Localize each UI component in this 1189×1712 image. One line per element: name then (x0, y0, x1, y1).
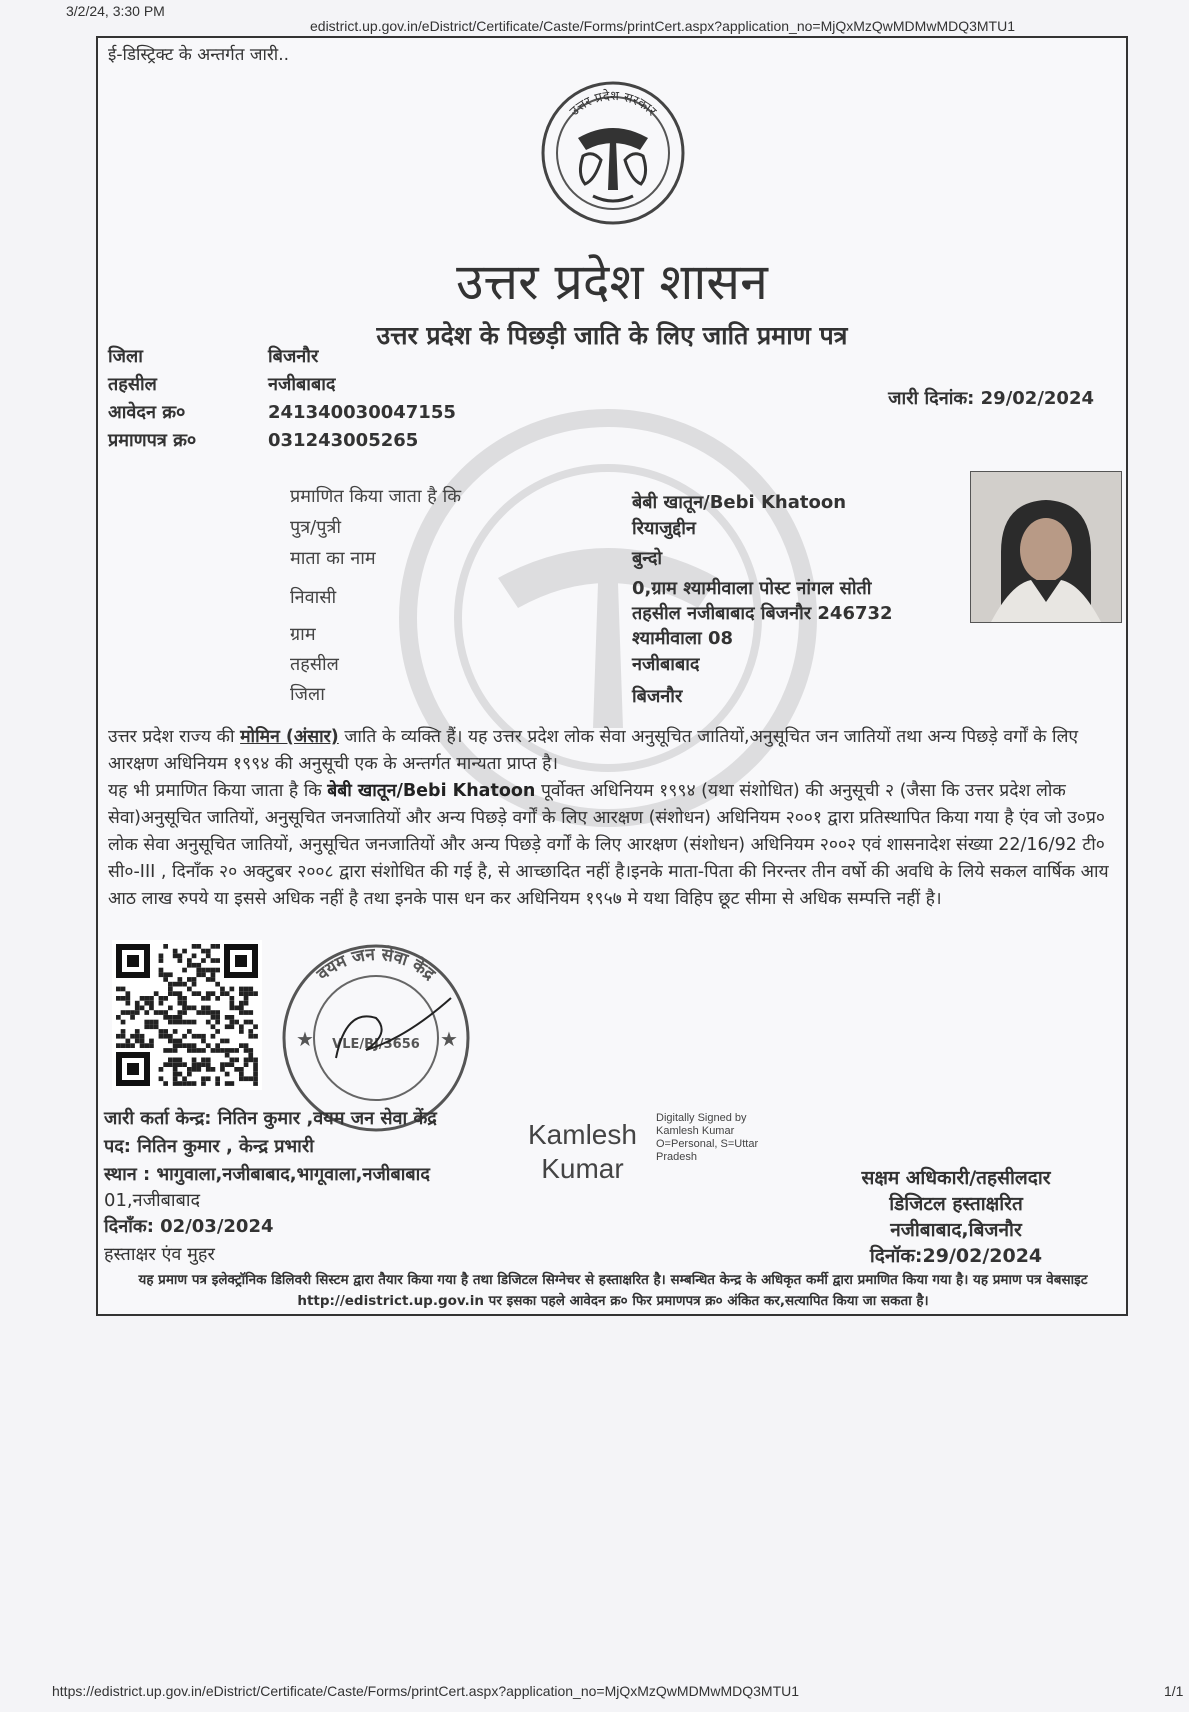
signature-name-line1: Kamlesh (528, 1119, 637, 1150)
field-value-father: रियाजुद्दीन (632, 518, 696, 539)
issuer-place-2: 01,नजीबाबाद (104, 1190, 201, 1211)
qr-code-icon (112, 940, 262, 1090)
meta-certificate-no (108, 428, 418, 452)
issued-under-text: ई-डिस्ट्रिक्ट के अन्तर्गत जारी.. (108, 45, 290, 65)
field-label-resident: निवासी (290, 587, 337, 608)
applicant-photo (970, 471, 1122, 623)
meta-value: नजीबाबाद (268, 374, 336, 395)
certificate-paragraph-2 (108, 778, 1113, 913)
meta-label: प्रमाणपत्र क्र० (108, 430, 197, 451)
meta-application-no (108, 400, 456, 424)
field-label-certified: प्रमाणित किया जाता है कि (290, 486, 462, 507)
signature-name-line2: Kumar (541, 1153, 624, 1184)
para1-pre: उत्तर प्रदेश राज्य की (108, 727, 235, 747)
issuer-post: पद: नितिन कुमार , केन्द्र प्रभारी (104, 1136, 314, 1157)
issuer-date: दिनाँक: 02/03/2024 (104, 1216, 274, 1237)
field-value-mother: बुन्दो (632, 548, 663, 569)
meta-tehsil (108, 372, 335, 396)
meta-value: 031243005265 (268, 430, 419, 451)
field-label-district: जिला (290, 684, 325, 705)
print-url-bottom: https://edistrict.up.gov.in/eDistrict/Certificate/Caste/Forms/printCert.aspx?application_no=MjQxMzQwMDMwMDQ3MTU1 (52, 1683, 800, 1699)
certificate-frame (96, 36, 1128, 1316)
para1-post: जाति के व्यक्ति हैं। यह उत्तर प्रदेश लोक सेवा अनुसूचित जातियों,अनुसूचित जन जातियों तथा अन्य पिछड़े वर्गों के लिए आरक्षण अधिनियम १९९४ की अनुसूची एक के अन्तर्गत मान्यता प्राप्त है। (108, 727, 1079, 774)
certificate-title: उत्तर प्रदेश शासन (456, 253, 768, 311)
digital-signature-detail: Digitally Signed by Kamlesh Kumar O=Personal, S=Uttar Pradesh (656, 1112, 759, 1163)
officer-title: सक्षम अधिकारी/तहसीलदार (861, 1167, 1051, 1189)
meta-label: तहसील (108, 374, 157, 395)
svg-text:VLE/BJ/3656: VLE/BJ/3656 (332, 1037, 420, 1052)
meta-value: बिजनौर (268, 346, 319, 367)
issuer-place: स्थान : भागुवाला,नजीबाबाद,भागूवाला,नजीबाबाद (104, 1164, 430, 1185)
para2-pre: यह भी प्रमाणित किया जाता है कि (108, 781, 322, 801)
digital-signature-name (528, 1118, 637, 1186)
field-label-village: ग्राम (290, 624, 316, 645)
field-value-address-line2: तहसील नजीबाबाद बिजनौर 246732 (632, 603, 893, 624)
certificate-subtitle: उत्तर प्रदेश के पिछड़ी जाति के लिए जाति प्रमाण पत्र (376, 321, 848, 350)
svg-text:★: ★ (440, 1027, 458, 1051)
issue-date-value: 29/02/2024 (980, 388, 1094, 409)
field-value-district: बिजनौर (632, 686, 683, 707)
meta-label: आवेदन क्र० (108, 402, 186, 423)
issue-date-label: जारी दिनांक: (888, 388, 975, 409)
officer-date: दिनॉक:29/02/2024 (869, 1245, 1043, 1267)
meta-label: जिला (108, 346, 143, 367)
issuer-center: जारी कर्ता केन्द्र: नितिन कुमार ,वयम जन सेवा केंद्र (104, 1108, 437, 1129)
issuer-sign-label: हस्ताक्षर एंव मुहर (104, 1244, 215, 1265)
field-value-name: बेबी खातून/Bebi Khatoon (632, 492, 847, 513)
issue-date (888, 386, 1094, 410)
para2-post: पूर्वोक्त अधिनियम १९९४ (यथा संशोधित) की अनुसूची २ (जैसा कि उत्तर प्रदेश लोक सेवा)अनुसूचित जातियों, अनुसूचित जनजातियों और अन्य पिछड़े वर्गों के लिए आरक्षण (संशोधन) अधिनियम २००१ द्वारा प्रतिस्थापित किया गया है एंव जो उ०प्र० लोक सेवा अनुसूचित जातियों, अनुसूचित जनजातियों और अन्य पिछड़े वर्गों के लिए आरक्षण (संशोधन) अधिनियम २००२ एवं शासनादेश संख्या 22/16/92 टी० सी०-III , दिनाँक २० अक्टुबर २००८ द्वारा संशोधित की गई है, से आच्छादित नहीं है।इनके माता-पिता की निरन्तर तीन वर्षो की अवधि के लिये सकल वार्षिक आय आठ लाख रुपये या इससे अधिक नहीं है तथा इनके पास धन कर अधिनियम १९५७ मे यथा विहिप छूट सीमा से अधिक सम्पत्ति नहीं है। (108, 781, 1109, 909)
field-label-mother: माता का नाम (290, 548, 376, 569)
verification-note: यह प्रमाण पत्र इलेक्ट्रॉनिक डिलिवरी सिस्टम द्वारा तैयार किया गया है तथा डिजिटल सिग्नेचर से हस्ताक्षरित है। सम्बन्धित केन्द्र के अधिकृत कर्मी द्वारा प्रमाणित किया गया है। यह प्रमाण पत्र वेबसाइट http://edistrict.up.gov.in पर इसका पहले आवेदन क्र० फिर प्रमाणपत्र क्र० अंकित कर,सत्यापित किया जा सकता है। (138, 1272, 1088, 1309)
svg-text:उत्तर प्रदेश सरकार: उत्तर प्रदेश सरकार (567, 88, 659, 120)
field-label-child-of: पुत्र/पुत्री (290, 517, 342, 538)
field-value-tehsil: नजीबाबाद (632, 654, 700, 675)
officer-place: नजीबाबाद,बिजनौर (890, 1219, 1022, 1241)
applicant-portrait-icon (971, 472, 1121, 622)
svg-text:वयम जन सेवा केंद्र: वयम जन सेवा केंद्र (313, 944, 439, 985)
meta-value: 241340030047155 (268, 402, 456, 423)
certificate-paragraph-1 (108, 724, 1113, 778)
field-value-village: श्यामीवाला 08 (632, 628, 734, 649)
meta-district (108, 344, 318, 368)
print-timestamp: 3/2/24, 3:30 PM (66, 3, 165, 19)
up-government-emblem-icon (538, 78, 688, 228)
print-page-count: 1/1 (1164, 1683, 1184, 1699)
caste-name: मोमिन (अंसार) (240, 727, 339, 747)
field-label-tehsil: तहसील (290, 654, 339, 675)
officer-signed: डिजिटल हस्ताक्षरित (889, 1193, 1023, 1215)
svg-text:★: ★ (296, 1027, 314, 1051)
print-url-top: edistrict.up.gov.in/eDistrict/Certificate/Caste/Forms/printCert.aspx?application_no=MjQxMzQwMDMwMDQ3MTU1 (310, 18, 1015, 34)
para2-name: बेबी खातून/Bebi Khatoon (327, 781, 536, 801)
field-value-address: 0,ग्राम श्यामीवाला पोस्ट नांगल सोती (632, 578, 872, 599)
